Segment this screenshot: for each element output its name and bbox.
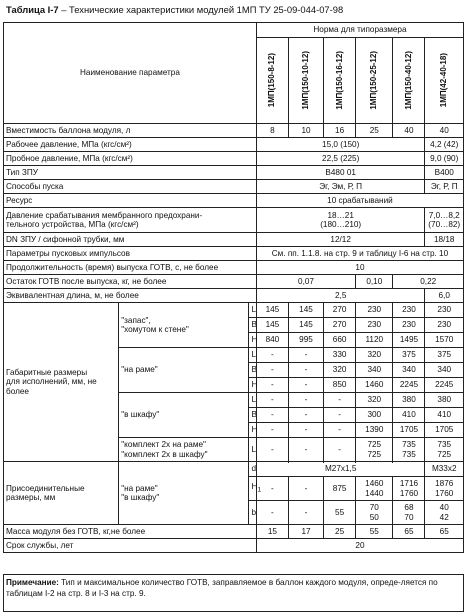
table-caption: – Технические характеристики модулей 1МП ТУ 25-09-044-07-98 — [58, 4, 344, 15]
dim-letter: B — [249, 318, 256, 333]
cell: 17 — [288, 525, 323, 539]
dim-letter: L — [249, 438, 256, 462]
cell: 2245 — [425, 378, 464, 393]
cell-line: 1716 — [399, 479, 419, 489]
cell: 410 — [393, 408, 425, 423]
cell: - — [256, 408, 288, 423]
cell: 145 — [288, 318, 323, 333]
sub-label-line: "запас", — [121, 315, 151, 325]
cell: 145 — [288, 303, 323, 318]
model-4: 1МП(150-25-12) — [369, 51, 379, 110]
cell: 380 — [425, 393, 464, 408]
dim-letter: d — [249, 462, 256, 477]
cell: 2245 — [393, 378, 425, 393]
cell: - — [256, 378, 288, 393]
dim-letter: B — [249, 363, 256, 378]
table-row — [4, 208, 464, 233]
table-number: Таблица I-7 — [6, 4, 59, 15]
cell: M33x2 — [425, 462, 464, 477]
cell: В400 — [425, 166, 464, 180]
dims-sub-label: "в шкафу" — [119, 393, 249, 438]
cell: 10 — [256, 261, 463, 275]
cell: 875 — [324, 477, 356, 501]
conn-sub-label — [119, 462, 249, 525]
cell: 320 — [324, 363, 356, 378]
cell: См. пп. 1.1.8. на стр. 9 и таблицу I-6 на стр. 10 — [256, 247, 463, 261]
dims-sub-label — [119, 438, 249, 462]
cell: 230 — [356, 318, 393, 333]
table-row — [4, 289, 464, 303]
cell: 20 — [256, 539, 463, 553]
cell-line: 1760 — [399, 488, 419, 498]
model-2: 1МП(150-10-12) — [301, 51, 310, 110]
model-6: 1МП(42-40-18) — [439, 53, 449, 108]
row-label: Масса модуля без ГОТВ, кг,не более — [4, 525, 257, 539]
cell: 375 — [393, 348, 425, 363]
cell: - — [288, 408, 323, 423]
cell: - — [324, 408, 356, 423]
cell: 145 — [256, 318, 288, 333]
cell: - — [324, 438, 356, 462]
cell: - — [288, 477, 323, 501]
cell: 40 — [393, 124, 425, 138]
cell: 0,10 — [356, 275, 393, 289]
table-row — [4, 462, 464, 477]
row-label: Эквивалентная длина, м, не более — [4, 289, 257, 303]
dim-letter: B — [249, 408, 256, 423]
cell: 230 — [393, 303, 425, 318]
cell: - — [288, 501, 323, 525]
cell: 375 — [425, 348, 464, 363]
cell: 1705 — [425, 423, 464, 438]
cell — [425, 208, 464, 233]
cell: 15 — [256, 525, 288, 539]
note-label: Примечание: — [6, 578, 59, 587]
table-row — [4, 138, 464, 152]
cell-line: 42 — [439, 512, 449, 522]
dim-letter: H — [249, 423, 256, 438]
table-row — [4, 539, 464, 553]
sub-label-line: "хомутом к стене" — [121, 325, 189, 334]
dim-letter: H — [249, 333, 256, 348]
cell: 340 — [425, 363, 464, 378]
cell: 65 — [425, 525, 464, 539]
cell: - — [256, 363, 288, 378]
table-row — [4, 233, 464, 247]
cell-line: 70 — [369, 503, 379, 513]
cell: 55 — [324, 501, 356, 525]
cell: 230 — [425, 303, 464, 318]
dim-letter-sub: 1 — [257, 487, 262, 494]
cell: - — [256, 438, 288, 462]
table-row — [4, 261, 464, 275]
header-param: Наименование параметра — [4, 23, 257, 124]
cell: 25 — [324, 525, 356, 539]
dims-group-label — [4, 303, 119, 462]
cell: 340 — [393, 363, 425, 378]
dim-letter: L — [249, 348, 256, 363]
cell: В480 01 — [256, 166, 425, 180]
note-text: Тип и максимальное количество ГОТВ, заправляемое в баллон каждого модуля, опреде-ляется по таблицам I-2 на стр. 8 и I-3 на стр. 9. — [6, 578, 438, 598]
table-row — [4, 180, 464, 194]
cell: 0,07 — [256, 275, 355, 289]
cell: 4,2 (42) — [425, 138, 464, 152]
cell-line: 50 — [369, 512, 379, 522]
sub-label-line: "комплект 2х в шкафу" — [121, 449, 208, 459]
cell: 16 — [324, 124, 356, 138]
dim-letter: L — [249, 393, 256, 408]
cell: 330 — [324, 348, 356, 363]
dim-letter: b — [249, 501, 256, 525]
cell-line: 18…21 — [327, 210, 354, 220]
table-row — [4, 166, 464, 180]
cell: - — [256, 477, 288, 501]
dims-label-line: более — [6, 386, 29, 396]
cell — [256, 208, 425, 233]
cell: - — [288, 438, 323, 462]
cell-line: 68 — [404, 503, 414, 513]
cell: 380 — [393, 393, 425, 408]
cell-line: 735 — [437, 440, 452, 450]
dim-letter-main: H — [251, 482, 258, 492]
cell: - — [288, 393, 323, 408]
row-label: Остаток ГОТВ после выпуска, кг, не более — [4, 275, 257, 289]
cell — [425, 438, 464, 462]
cell: Эг, Р, П — [425, 180, 464, 194]
cell: 300 — [356, 408, 393, 423]
cell: 145 — [256, 303, 288, 318]
row-label: Тип ЗПУ — [4, 166, 257, 180]
cell: 8 — [256, 124, 288, 138]
table-row — [4, 194, 464, 208]
cell-line: 1460 — [365, 479, 384, 489]
note — [6, 578, 458, 599]
cell: 1495 — [393, 333, 425, 348]
row-label: Пробное давление, МПа (кгс/см²) — [4, 152, 257, 166]
table-row — [4, 303, 464, 318]
cell: 9,0 (90) — [425, 152, 464, 166]
cell — [425, 477, 464, 501]
dims-label-line: Габаритные размеры — [6, 368, 88, 378]
cell: 10 срабатываний — [256, 194, 463, 208]
model-5: 1МП(150-40-12) — [403, 51, 413, 110]
cell: - — [288, 378, 323, 393]
cell: 340 — [356, 363, 393, 378]
cell: 25 — [356, 124, 393, 138]
cell: 850 — [324, 378, 356, 393]
cell: 230 — [425, 318, 464, 333]
cell: 0,22 — [393, 275, 464, 289]
cell-line: (70…82) — [428, 220, 461, 229]
table-title — [6, 4, 343, 15]
cell: 230 — [356, 303, 393, 318]
cell: 840 — [256, 333, 288, 348]
cell-line: 725 — [367, 449, 382, 459]
dims-sub-label: "на раме" — [119, 348, 249, 393]
sub-label-line: "в шкафу" — [121, 493, 160, 502]
cell-line: 1440 — [365, 488, 384, 498]
table-row — [4, 124, 464, 138]
row-label-line: тельного устройства, МПа (кгс/см²) — [6, 220, 139, 229]
conn-group-label — [4, 462, 119, 525]
cell: 270 — [324, 303, 356, 318]
cell: - — [256, 348, 288, 363]
sub-label-line: "на раме" — [121, 483, 158, 493]
dims-sub-label — [119, 303, 249, 348]
cell-line: 725 — [367, 440, 382, 450]
row-label-line: Давление срабатывания мембранного предохрани- — [6, 210, 203, 220]
cell: - — [288, 363, 323, 378]
cell-line: 725 — [437, 449, 452, 459]
dim-letter: H — [249, 378, 256, 393]
cell: 10 — [288, 124, 323, 138]
row-label: Продолжительность (время) выпуска ГОТВ, с, не более — [4, 261, 257, 275]
cell: 270 — [324, 318, 356, 333]
cell: M27x1,5 — [256, 462, 425, 477]
cell: - — [288, 423, 323, 438]
cell-line: 70 — [404, 512, 414, 522]
dim-letter: L — [249, 303, 256, 318]
cell: - — [324, 423, 356, 438]
cell-line: 40 — [439, 503, 449, 513]
cell — [356, 477, 393, 501]
row-label: Способы пуска — [4, 180, 257, 194]
model-1: 1МП(150-8-12) — [267, 53, 277, 108]
cell: 6,0 — [425, 289, 464, 303]
cell: 1120 — [356, 333, 393, 348]
cell: - — [324, 393, 356, 408]
cell: 230 — [393, 318, 425, 333]
conn-label-line: размеры, мм — [6, 493, 56, 502]
table-row — [4, 275, 464, 289]
cell: 18/18 — [425, 233, 464, 247]
row-label — [4, 208, 257, 233]
dim-letter — [249, 477, 262, 501]
cell: 12/12 — [256, 233, 425, 247]
cell: 1460 — [356, 378, 393, 393]
cell: Эг, Эм, Р, П — [256, 180, 425, 194]
model-3: 1МП(150-16-12) — [334, 51, 344, 110]
cell: - — [288, 348, 323, 363]
sub-label-line: "комплект 2х на раме" — [121, 440, 206, 450]
cell — [425, 501, 464, 525]
row-label: Ресурс — [4, 194, 257, 208]
cell: - — [256, 423, 288, 438]
cell: 995 — [288, 333, 323, 348]
cell: 22,5 (225) — [256, 152, 425, 166]
cell-line: (180…210) — [320, 220, 362, 229]
dims-label-line: для исполнений, мм, не — [6, 377, 97, 387]
row-label: Срок службы, лет — [4, 539, 257, 553]
cell: - — [256, 501, 288, 525]
row-label: Параметры пусковых импульсов — [4, 247, 257, 261]
cell: 40 — [425, 124, 464, 138]
cell-line: 7,0…8,2 — [428, 210, 460, 220]
row-label: Рабочее давление, МПа (кгс/см²) — [4, 138, 257, 152]
cell-line: 735 — [402, 449, 416, 459]
cell: 1390 — [356, 423, 393, 438]
row-label: Вместимость баллона модуля, л — [4, 124, 257, 138]
table-row — [4, 247, 464, 261]
cell: 320 — [356, 348, 393, 363]
spec-table — [3, 22, 464, 553]
cell: 410 — [425, 408, 464, 423]
cell: 65 — [393, 525, 425, 539]
cell-line: 735 — [402, 440, 416, 450]
cell: 55 — [356, 525, 393, 539]
cell: - — [256, 393, 288, 408]
cell: 2,5 — [256, 289, 425, 303]
row-label: DN ЗПУ / сифонной трубки, мм — [4, 233, 257, 247]
conn-label-line: Присоединительные — [6, 483, 85, 493]
cell: 1705 — [393, 423, 425, 438]
cell-line: 1876 — [435, 479, 454, 489]
cell-line: 1760 — [435, 488, 454, 498]
header-norm: Норма для типоразмера — [256, 23, 463, 38]
cell — [356, 438, 393, 462]
cell — [393, 501, 425, 525]
cell — [356, 501, 393, 525]
cell: 320 — [356, 393, 393, 408]
table-row — [4, 152, 464, 166]
table-row — [4, 525, 464, 539]
cell: 15,0 (150) — [256, 138, 425, 152]
cell — [393, 438, 425, 462]
cell — [393, 477, 425, 501]
cell: 660 — [324, 333, 356, 348]
cell: 1570 — [425, 333, 464, 348]
